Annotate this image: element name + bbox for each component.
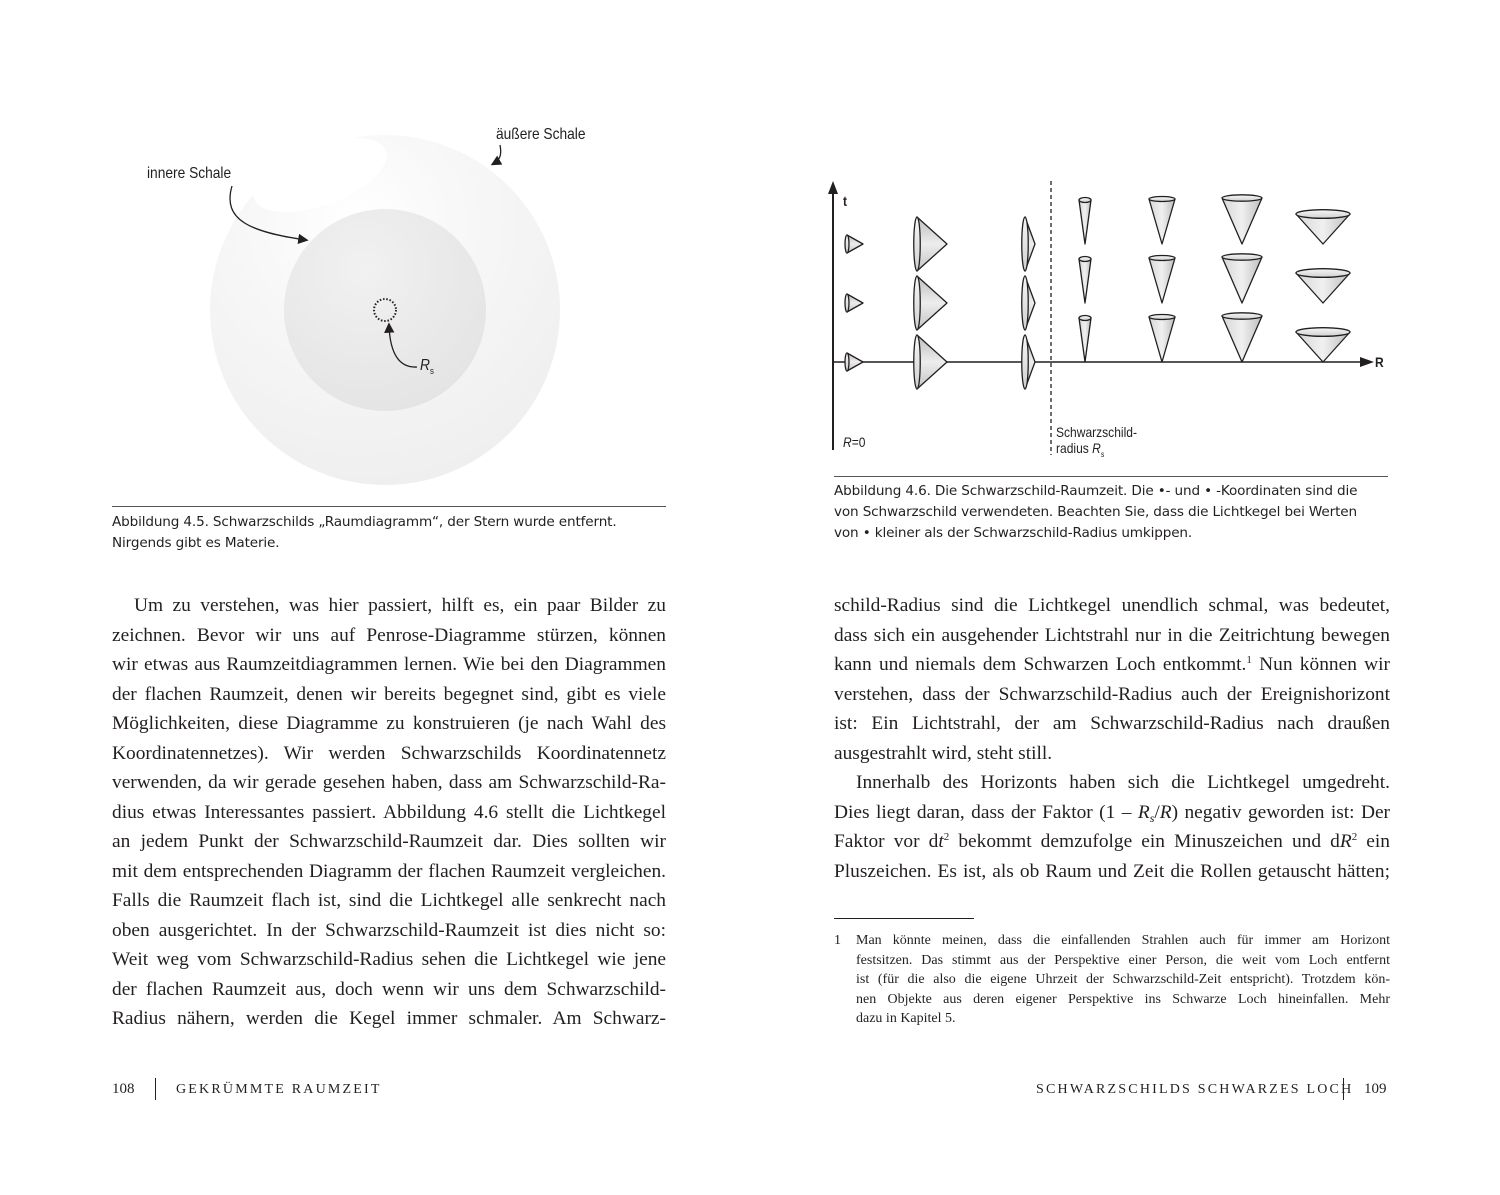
text-line: verstehen, dass der Schwarzschild-Radius auch der Ereignishorizont (834, 683, 1390, 705)
rs-label-sub: s (429, 366, 434, 376)
light-cone-upright (1296, 269, 1350, 303)
rs-label-main: R (420, 357, 430, 374)
running-head-separator (1343, 1078, 1344, 1100)
math-r: R (1159, 801, 1172, 823)
text-line (834, 650, 1390, 680)
light-cone-tipped (1022, 217, 1035, 271)
text-line: dius etwas Interessantes passiert. Abbildung 4.6 stellt die Lichtkegel (112, 801, 666, 823)
light-cone-upright (1149, 256, 1175, 304)
math-slash: / (1154, 801, 1160, 823)
footnote-line: festsitzen. Das stimmt aus der Perspektive einer Person, die weit vom Loch entfernt (856, 952, 1390, 968)
lightcone-diagram (0, 0, 1500, 470)
caption-rule (834, 476, 1388, 477)
text-line: ist: Ein Lichtstrahl, der am Schwarzschild-Radius nach draußen (834, 713, 1390, 734)
text-segment: Nun können wir (1251, 654, 1390, 675)
light-cone-upright (1079, 198, 1091, 245)
math-exponent: 2 (1351, 831, 1358, 843)
body-text-left (112, 591, 666, 1034)
text-line: zeichnen. Bevor wir uns auf Penrose-Diagramme stürzen, können (112, 624, 666, 646)
origin-label-value: =0 (851, 434, 866, 450)
r-axis-label: R (1375, 354, 1384, 370)
figure-4-6-spacetime-diagram (0, 0, 1500, 560)
math-exponent: 2 (943, 831, 950, 843)
running-head-separator (155, 1078, 156, 1100)
footnote-reference[interactable]: 1 (1246, 654, 1252, 666)
math-r: R (1339, 831, 1352, 852)
light-cone-tipped (845, 353, 863, 371)
text-line: schild-Radius sind die Lichtkegel unendlich schmal, was bedeutet, (834, 595, 1390, 616)
caption-line: Nirgends gibt es Materie. (112, 535, 280, 551)
text-line: mit dem entsprechenden Diagramm der flachen Raumzeit vergleichen. (112, 860, 666, 882)
text-line: Möglichkeiten, diese Diagramme zu konstruieren (je nach Wahl des (112, 713, 666, 734)
text-line: der flachen Raumzeit aus, doch wenn wir uns dem Schwarzschild- (112, 978, 666, 1000)
caption-line: von • kleiner als der Schwarzschild-Radius umkippen. (834, 525, 1193, 541)
footnote-line: nen Objekte aus deren eigener Perspektive ins Schwarze Loch hineinfallen. Mehr (856, 991, 1390, 1007)
text-line: dass sich ein ausgehender Lichtstrahl nur in die Zeitrichtung bewegen (834, 624, 1390, 646)
text-line: Falls die Raumzeit flach ist, sind die Lichtkegel alle senkrecht nach (112, 890, 666, 911)
r-axis-arrow-icon (1360, 357, 1374, 367)
text-line: Pluszeichen. Es ist, als ob Raum und Zeit die Rollen getauscht hätten; (834, 860, 1390, 882)
text-segment: ) negativ geworden ist: Der (1171, 801, 1391, 823)
light-cone-upright (1296, 210, 1350, 244)
light-cone-tipped (914, 276, 947, 330)
text-line: Weit weg vom Schwarzschild-Radius sehen die Lichtkegel wie jene (112, 949, 666, 970)
light-cone-upright (1222, 195, 1262, 244)
running-head-right: SCHWARZSCHILDS SCHWARZES LOCH (1036, 1082, 1354, 1097)
math-t: t (938, 831, 944, 852)
caption-line: Abbildung 4.6. Die Schwarzschild-Raumzeit. Die •- und • -Koordinaten sind die (834, 483, 1358, 499)
horizon-label-r: R (1092, 440, 1101, 456)
page-number-right: 109 (1364, 1081, 1387, 1097)
outer-shell-label: äußere Schale (496, 126, 586, 143)
horizon-label-sub: s (1100, 450, 1105, 459)
inner-shell-label: innere Schale (147, 165, 232, 182)
light-cone-tipped (1022, 335, 1035, 389)
text-segment: ein (1357, 831, 1390, 852)
figure-4-6-caption (834, 481, 1394, 544)
text-line: Um zu verstehen, was hier passiert, hilft es, ein paar Bilder zu (134, 595, 666, 616)
text-line: ausgestrahlt wird, steht still. (834, 742, 1053, 764)
caption-line: von Schwarzschild verwendeten. Beachten Sie, dass die Lichtkegel bei Werten (834, 504, 1357, 520)
footnote-text (856, 931, 1390, 1029)
light-cones (845, 195, 1350, 389)
light-cone-upright (1079, 316, 1091, 363)
t-axis-label: t (843, 193, 848, 209)
body-text-right (834, 591, 1390, 886)
horizon-label-text: radius (1056, 440, 1093, 456)
math-rs-sub: s (1149, 810, 1155, 825)
light-cone-upright (1079, 257, 1091, 304)
page-number-left: 108 (112, 1081, 135, 1097)
horizon-label (1056, 424, 1137, 459)
light-cone-tipped (1022, 276, 1035, 330)
horizon-label-line2 (1056, 440, 1137, 459)
origin-label-r: R (843, 434, 852, 450)
math-rs: R (1137, 801, 1150, 823)
light-cone-tipped (914, 335, 947, 389)
text-segment: bekommt demzufolge ein Minuszeichen und d (949, 831, 1340, 852)
text-line: Radius nähern, werden die Kegel immer schmaler. Am Schwarz- (112, 1008, 666, 1029)
text-line (834, 798, 1390, 828)
text-segment: Faktor vor d (834, 831, 939, 852)
light-cone-tipped (845, 294, 863, 312)
text-line: verwenden, da wir gerade gesehen haben, dass am Schwarzschild-Ra- (112, 772, 666, 793)
light-cone-upright (1222, 313, 1262, 362)
text-line: Koordinatennetzes). Wir werden Schwarzschilds Koordinatennetz (112, 742, 666, 764)
light-cone-tipped (914, 217, 947, 271)
caption-line: Abbildung 4.5. Schwarzschilds „Raumdiagramm“, der Stern wurde entfernt. (112, 514, 617, 530)
text-segment: kann und niemals dem Schwarzen Loch entkommt. (834, 654, 1247, 675)
light-cone-upright (1149, 197, 1175, 245)
footnote-line: dazu in Kapitel 5. (856, 1011, 956, 1027)
footnote-line: Man könnte meinen, dass die einfallenden Strahlen auch für immer am Horizont (856, 933, 1390, 948)
text-line: oben ausgerichtet. In der Schwarzschild-Raumzeit ist dies nicht so: (112, 919, 666, 941)
t-axis-arrow-icon (828, 181, 838, 194)
horizon-label-line1: Schwarzschild- (1056, 424, 1137, 440)
text-segment: Dies liegt daran, dass der Faktor (1 – (834, 801, 1138, 823)
light-cone-upright (1149, 315, 1175, 363)
footnote-number: 1 (834, 933, 841, 948)
text-line: an jedem Punkt der Schwarzschild-Raumzeit dar. Dies sollten wir (112, 831, 666, 852)
footnote-line: ist (für die also die eigene Uhrzeit der Schwarzschild-Zeit entspricht). Trotzdem kön- (856, 972, 1390, 988)
light-cone-tipped (845, 235, 863, 253)
footnote-rule (834, 918, 974, 919)
text-line (834, 827, 1390, 857)
light-cone-upright (1296, 328, 1350, 362)
text-line: der flachen Raumzeit, denen wir bereits begegnet sind, gibt es viele (112, 683, 666, 705)
origin-label (843, 434, 865, 450)
text-line: wir etwas aus Raumzeitdiagrammen lernen. Wie bei den Diagrammen (112, 654, 666, 675)
light-cone-upright (1222, 254, 1262, 303)
text-line: Innerhalb des Horizonts haben sich die Lichtkegel umgedreht. (856, 772, 1390, 793)
running-head-left: GEKRÜMMTE RAUMZEIT (176, 1082, 382, 1097)
